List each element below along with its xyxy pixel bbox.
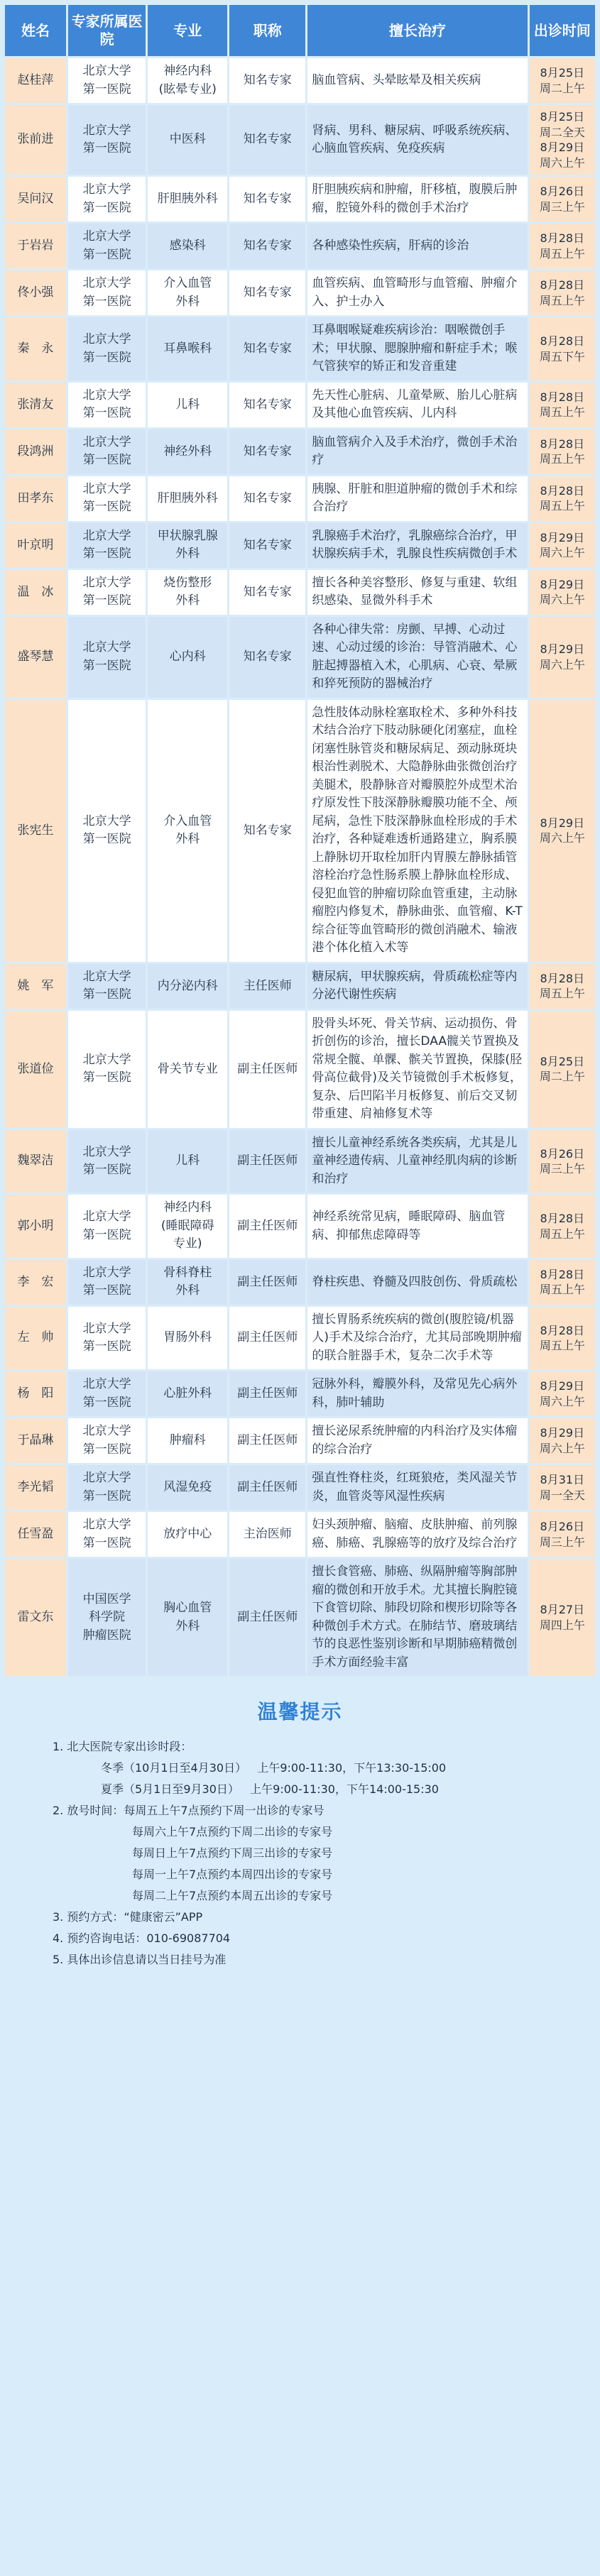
doctor-specialty: 神经系统常见病，睡眠障碍、脑血管病、抑郁焦虑障碍等 <box>307 1195 527 1258</box>
doctor-title: 知名专家 <box>229 58 305 103</box>
doctor-name: 杨 阳 <box>5 1371 66 1416</box>
table-row <box>5 1559 595 1676</box>
doctor-title: 知名专家 <box>229 476 305 521</box>
doctor-hospital: 北京大学 第一医院 <box>68 105 146 175</box>
clinic-time: 8月28日 周五上午 <box>530 1260 595 1305</box>
table-row <box>5 58 595 103</box>
tips-title: 温馨提示 <box>257 1700 343 1724</box>
doctor-hospital: 北京大学 第一医院 <box>68 523 146 568</box>
doctor-hospital: 北京大学 第一医院 <box>68 1371 146 1416</box>
doctor-specialty: 肝胆胰疾病和肿瘤，肝移植，腹膜后肿瘤，腔镜外科的微创手术治疗 <box>307 177 527 221</box>
doctor-title: 知名专家 <box>229 105 305 175</box>
table-row <box>5 177 595 221</box>
doctor-name: 田孝东 <box>5 476 66 521</box>
clinic-time: 8月28日 周五上午 <box>530 1195 595 1258</box>
doctor-name: 赵桂萍 <box>5 58 66 103</box>
table-row <box>5 1418 595 1463</box>
doctor-dept: 神经内科 (睡眠障碍 专业) <box>148 1195 227 1258</box>
doctor-name: 秦 永 <box>5 317 66 380</box>
clinic-time: 8月26日 周三上午 <box>530 177 595 221</box>
doctor-hospital: 北京大学 第一医院 <box>68 964 146 1009</box>
doctor-name: 李光韬 <box>5 1465 66 1510</box>
clinic-time: 8月29日 周六上午 <box>530 700 595 962</box>
doctor-name: 左 帅 <box>5 1307 66 1370</box>
doctor-title: 知名专家 <box>229 270 305 315</box>
header-specialty: 擅长治疗 <box>307 5 527 56</box>
doctor-title: 知名专家 <box>229 700 305 962</box>
doctor-specialty: 擅长泌尿系统肿瘤的内科治疗及实体瘤的综合治疗 <box>307 1418 527 1463</box>
doctor-specialty: 糖尿病，甲状腺疾病，骨质疏松症等内分泌代谢性疾病 <box>307 964 527 1009</box>
doctor-name: 李 宏 <box>5 1260 66 1305</box>
table-row <box>5 1371 595 1416</box>
table-row <box>5 224 595 268</box>
table-row <box>5 105 595 175</box>
doctor-specialty: 脊柱疾患、脊髓及四肢创伤、骨质疏松 <box>307 1260 527 1305</box>
clinic-time: 8月25日 周二上午 <box>530 58 595 103</box>
clinic-time: 8月29日 周六上午 <box>530 523 595 568</box>
doctor-specialty: 乳腺癌手术治疗，乳腺癌综合治疗，甲状腺疾病手术，乳腺良性疾病微创手术 <box>307 523 527 568</box>
doctor-hospital: 北京大学 第一医院 <box>68 1011 146 1128</box>
doctor-name: 魏翠洁 <box>5 1130 66 1193</box>
doctor-specialty: 耳鼻咽喉疑难疾病诊治：咽喉微创手术；甲状腺、腮腺肿瘤和鼾症手术；喉气管狭窄的矫正和发音重建 <box>307 317 527 380</box>
table-row <box>5 429 595 474</box>
clinic-time: 8月29日 周六上午 <box>530 1371 595 1416</box>
doctor-title: 副主任医师 <box>229 1130 305 1193</box>
doctor-title: 主治医师 <box>229 1512 305 1557</box>
doctor-dept: 感染科 <box>148 224 227 268</box>
tip-note: 5. 具体出诊信息请以当日挂号为准 <box>53 1953 227 1967</box>
doctor-dept: 内分泌内科 <box>148 964 227 1009</box>
doctor-name: 叶京明 <box>5 523 66 568</box>
schedule-table <box>3 3 597 1678</box>
tip-release-time: 2. 放号时间：每周五上午7点预约下周一出诊的专家号 <box>53 1804 324 1818</box>
doctor-name: 姚 军 <box>5 964 66 1009</box>
header-dept: 专业 <box>148 5 227 56</box>
doctor-specialty: 急性肢体动脉栓塞取栓术、多种外科技术结合治疗下肢动脉硬化闭塞症，血栓闭塞性脉管炎和糖尿病足、颈动脉斑块根治性剥脱术、大隐静脉曲张微创治疗美腿术，股静脉音对瓣膜腔外成型术治疗原发性下肢深静脉瓣膜功能不全、颅尾病，急性下肢深静脉血栓形成的手术治疗，各种疑难透析通路建立，胸系膜上静脉切开取栓加肝内胃膜左静脉插管溶栓治疗急性肠系膜上静脉血栓形成、侵犯血管的肿瘤切除血管重建，主动脉瘤腔内修复术，静脉曲张、血管瘤、K-T综合征等血管畸形的微创消融术、输液港个体化植入术等 <box>307 700 527 962</box>
clinic-time: 8月28日 周五上午 <box>530 1307 595 1370</box>
clinic-time: 8月29日 周六上午 <box>530 570 595 615</box>
doctor-dept: 中医科 <box>148 105 227 175</box>
table-row <box>5 1260 595 1305</box>
doctor-dept: 肝胆胰外科 <box>148 177 227 221</box>
table-row <box>5 570 595 615</box>
doctor-name: 吴问汉 <box>5 177 66 221</box>
doctor-dept: 神经内科 (眩晕专业) <box>148 58 227 103</box>
table-row <box>5 1130 595 1193</box>
clinic-time: 8月26日 周三上午 <box>530 1512 595 1557</box>
doctor-title: 知名专家 <box>229 383 305 427</box>
clinic-time: 8月27日 周四上午 <box>530 1559 595 1676</box>
clinic-time: 8月28日 周五上午 <box>530 476 595 521</box>
header-hospital: 专家所属医院 <box>68 5 146 56</box>
doctor-title: 知名专家 <box>229 429 305 474</box>
doctor-dept: 胃肠外科 <box>148 1307 227 1370</box>
doctor-hospital: 北京大学 第一医院 <box>68 1195 146 1258</box>
doctor-dept: 放疗中心 <box>148 1512 227 1557</box>
doctor-specialty: 擅长各种美容整形、修复与重建、软组织感染、显微外科手术 <box>307 570 527 615</box>
tip-release-sun: 每周日上午7点预约下周三出诊的专家号 <box>132 1846 333 1860</box>
doctor-specialty: 脑血管病介入及手术治疗，微创手术治疗 <box>307 429 527 474</box>
doctor-specialty: 妇头颈肿瘤、脑瘤、皮肤肿瘤、前列腺癌、肺癌、乳腺癌等的放疗及综合治疗 <box>307 1512 527 1557</box>
header-title: 职称 <box>229 5 305 56</box>
doctor-title: 知名专家 <box>229 177 305 221</box>
doctor-dept: 儿科 <box>148 1130 227 1193</box>
clinic-time: 8月29日 周六上午 <box>530 617 595 698</box>
doctor-title: 知名专家 <box>229 617 305 698</box>
doctor-dept: 骨科脊柱 外科 <box>148 1260 227 1305</box>
table-row <box>5 964 595 1009</box>
doctor-name: 张宪生 <box>5 700 66 962</box>
table-row <box>5 523 595 568</box>
doctor-title: 副主任医师 <box>229 1371 305 1416</box>
doctor-dept: 骨关节专业 <box>148 1011 227 1128</box>
clinic-time: 8月28日 周五上午 <box>530 383 595 427</box>
doctor-title: 副主任医师 <box>229 1418 305 1463</box>
doctor-hospital: 北京大学 第一医院 <box>68 224 146 268</box>
clinic-time: 8月28日 周五上午 <box>530 270 595 315</box>
tip-release-sat: 每周六上午7点预约下周二出诊的专家号 <box>132 1825 333 1839</box>
doctor-name: 温 冰 <box>5 570 66 615</box>
doctor-specialty: 胰腺、肝脏和胆道肿瘤的微创手术和综合治疗 <box>307 476 527 521</box>
tip-phone: 4. 预约咨询电话：010-69087704 <box>53 1931 231 1946</box>
clinic-time: 8月28日 周五下午 <box>530 317 595 380</box>
doctor-title: 副主任医师 <box>229 1307 305 1370</box>
doctor-hospital: 北京大学 第一医院 <box>68 177 146 221</box>
doctor-dept: 肝胆胰外科 <box>148 476 227 521</box>
table-row <box>5 1195 595 1258</box>
doctor-title: 副主任医师 <box>229 1260 305 1305</box>
doctor-hospital: 北京大学 第一医院 <box>68 270 146 315</box>
table-row <box>5 1011 595 1128</box>
doctor-hospital: 北京大学 第一医院 <box>68 700 146 962</box>
doctor-dept: 烧伤整形 外科 <box>148 570 227 615</box>
tip-winter-hours: 冬季（10月1日至4月30日） 上午9:00-11:30，下午13:30-15:00 <box>101 1761 447 1775</box>
doctor-dept: 肿瘤科 <box>148 1418 227 1463</box>
table-row <box>5 700 595 962</box>
doctor-title: 副主任医师 <box>229 1465 305 1510</box>
doctor-specialty: 各种感染性疾病，肝病的诊治 <box>307 224 527 268</box>
doctor-specialty: 股骨头坏死、骨关节病、运动损伤、骨折创伤的诊治，擅长DAA髋关节置换及常规全髋、单髁、髌关节置换，保膝(胫骨高位截骨)及关节镜微创手术板修复，复杂、后凹陷半月板修复、前后交叉韧带重建、肩袖修复术等 <box>307 1011 527 1128</box>
doctor-title: 知名专家 <box>229 523 305 568</box>
doctor-dept: 介入血管 外科 <box>148 270 227 315</box>
clinic-time: 8月26日 周三上午 <box>530 1130 595 1193</box>
doctor-hospital: 北京大学 第一医院 <box>68 317 146 380</box>
doctor-name: 于晶琳 <box>5 1418 66 1463</box>
doctor-hospital: 北京大学 第一医院 <box>68 429 146 474</box>
doctor-name: 于岩岩 <box>5 224 66 268</box>
doctor-hospital: 北京大学 第一医院 <box>68 476 146 521</box>
doctor-name: 张前进 <box>5 105 66 175</box>
doctor-hospital: 北京大学 第一医院 <box>68 1465 146 1510</box>
tip-summer-hours: 夏季（5月1日至9月30日） 上午9:00-11:30，下午14:00-15:30 <box>101 1782 439 1797</box>
clinic-time: 8月28日 周五上午 <box>530 964 595 1009</box>
doctor-name: 任雪盈 <box>5 1512 66 1557</box>
tip-booking-method: 3. 预约方式：“健康密云”APP <box>53 1910 203 1924</box>
doctor-dept: 介入血管 外科 <box>148 700 227 962</box>
doctor-specialty: 擅长儿童神经系统各类疾病，尤其是儿童神经遗传病、儿童神经肌肉病的诊断和治疗 <box>307 1130 527 1193</box>
doctor-dept: 风湿免疫 <box>148 1465 227 1510</box>
doctor-hospital: 北京大学 第一医院 <box>68 1307 146 1370</box>
doctor-specialty: 擅长胃肠系统疾病的微创(腹腔镜/机器人)手术及综合治疗，尤其局部晚期肿瘤的联合脏器手术，复杂二次手术等 <box>307 1307 527 1370</box>
doctor-hospital: 中国医学 科学院 肿瘤医院 <box>68 1559 146 1676</box>
table-header-row <box>5 5 595 56</box>
doctor-title: 副主任医师 <box>229 1559 305 1676</box>
table-row <box>5 383 595 427</box>
doctor-dept: 胸心血管 外科 <box>148 1559 227 1676</box>
table-row <box>5 317 595 380</box>
doctor-title: 知名专家 <box>229 224 305 268</box>
doctor-dept: 耳鼻喉科 <box>148 317 227 380</box>
table-row <box>5 617 595 698</box>
doctor-hospital: 北京大学 第一医院 <box>68 383 146 427</box>
doctor-dept: 儿科 <box>148 383 227 427</box>
doctor-name: 盛琴慧 <box>5 617 66 698</box>
doctor-specialty: 擅长食管癌、肺癌、纵隔肿瘤等胸部肿瘤的微创和开放手术。尤其擅长胸腔镜下食管切除、肺段切除和楔形切除等各种微创手术方式。在肺结节、磨玻璃结节的良恶性鉴别诊断和早期肺癌精微创手术方面经验丰富 <box>307 1559 527 1676</box>
tips-section <box>3 1697 597 1992</box>
clinic-time: 8月31日 周一全天 <box>530 1465 595 1510</box>
table-row <box>5 1307 595 1370</box>
doctor-specialty: 强直性脊柱炎，红斑狼疮，类风湿关节炎，血管炎等风湿性疾病 <box>307 1465 527 1510</box>
tip-hours: 1. 北大医院专家出诊时段： <box>53 1740 192 1754</box>
doctor-hospital: 北京大学 第一医院 <box>68 1260 146 1305</box>
doctor-name: 段鸿洲 <box>5 429 66 474</box>
clinic-time: 8月25日 周二全天 8月29日 周六上午 <box>530 105 595 175</box>
doctor-name: 郭小明 <box>5 1195 66 1258</box>
doctor-title: 副主任医师 <box>229 1195 305 1258</box>
doctor-dept: 心脏外科 <box>148 1371 227 1416</box>
doctor-hospital: 北京大学 第一医院 <box>68 1130 146 1193</box>
header-time: 出诊时间 <box>530 5 595 56</box>
clinic-time: 8月29日 周六上午 <box>530 1418 595 1463</box>
doctor-dept: 神经外科 <box>148 429 227 474</box>
doctor-specialty: 冠脉外科，瓣膜外科，及常见先心病外科，肺叶辅助 <box>307 1371 527 1416</box>
doctor-name: 张道俭 <box>5 1011 66 1128</box>
doctor-specialty: 先天性心脏病、儿童晕厥、胎儿心脏病及其他心血管疾病、儿内科 <box>307 383 527 427</box>
doctor-specialty: 肾病、男科、糖尿病、呼吸系统疾病、心脑血管疾病、免疫疾病 <box>307 105 527 175</box>
doctor-hospital: 北京大学 第一医院 <box>68 1418 146 1463</box>
doctor-name: 张清友 <box>5 383 66 427</box>
doctor-hospital: 北京大学 第一医院 <box>68 617 146 698</box>
tips-body <box>3 1736 597 1971</box>
table-row <box>5 1512 595 1557</box>
doctor-title: 主任医师 <box>229 964 305 1009</box>
table-row <box>5 270 595 315</box>
doctor-hospital: 北京大学 第一医院 <box>68 570 146 615</box>
tip-release-tue: 每周二上午7点预约本周五出诊的专家号 <box>132 1889 333 1903</box>
header-name: 姓名 <box>5 5 66 56</box>
clinic-time: 8月28日 周五上午 <box>530 224 595 268</box>
doctor-specialty: 血管疾病、血管畸形与血管瘤、肿瘤介入、护士办入 <box>307 270 527 315</box>
doctor-dept: 甲状腺乳腺 外科 <box>148 523 227 568</box>
doctor-dept: 心内科 <box>148 617 227 698</box>
doctor-name: 雷文东 <box>5 1559 66 1676</box>
tip-release-mon: 每周一上午7点预约本周四出诊的专家号 <box>132 1868 333 1882</box>
doctor-title: 知名专家 <box>229 317 305 380</box>
table-row <box>5 1465 595 1510</box>
clinic-time: 8月28日 周五上午 <box>530 429 595 474</box>
doctor-specialty: 各种心律失常：房颤、早搏、心动过速、心动过缓的诊治：导管消融术、心脏起搏器植入术，心肌病、心衰、晕厥和猝死预防的器械治疗 <box>307 617 527 698</box>
clinic-time: 8月25日 周二上午 <box>530 1011 595 1128</box>
doctor-title: 知名专家 <box>229 570 305 615</box>
doctor-title: 副主任医师 <box>229 1011 305 1128</box>
doctor-specialty: 脑血管病、头晕眩晕及相关疾病 <box>307 58 527 103</box>
table-body <box>5 58 595 1676</box>
doctor-hospital: 北京大学 第一医院 <box>68 1512 146 1557</box>
table-row <box>5 476 595 521</box>
doctor-name: 佟小强 <box>5 270 66 315</box>
doctor-hospital: 北京大学 第一医院 <box>68 58 146 103</box>
